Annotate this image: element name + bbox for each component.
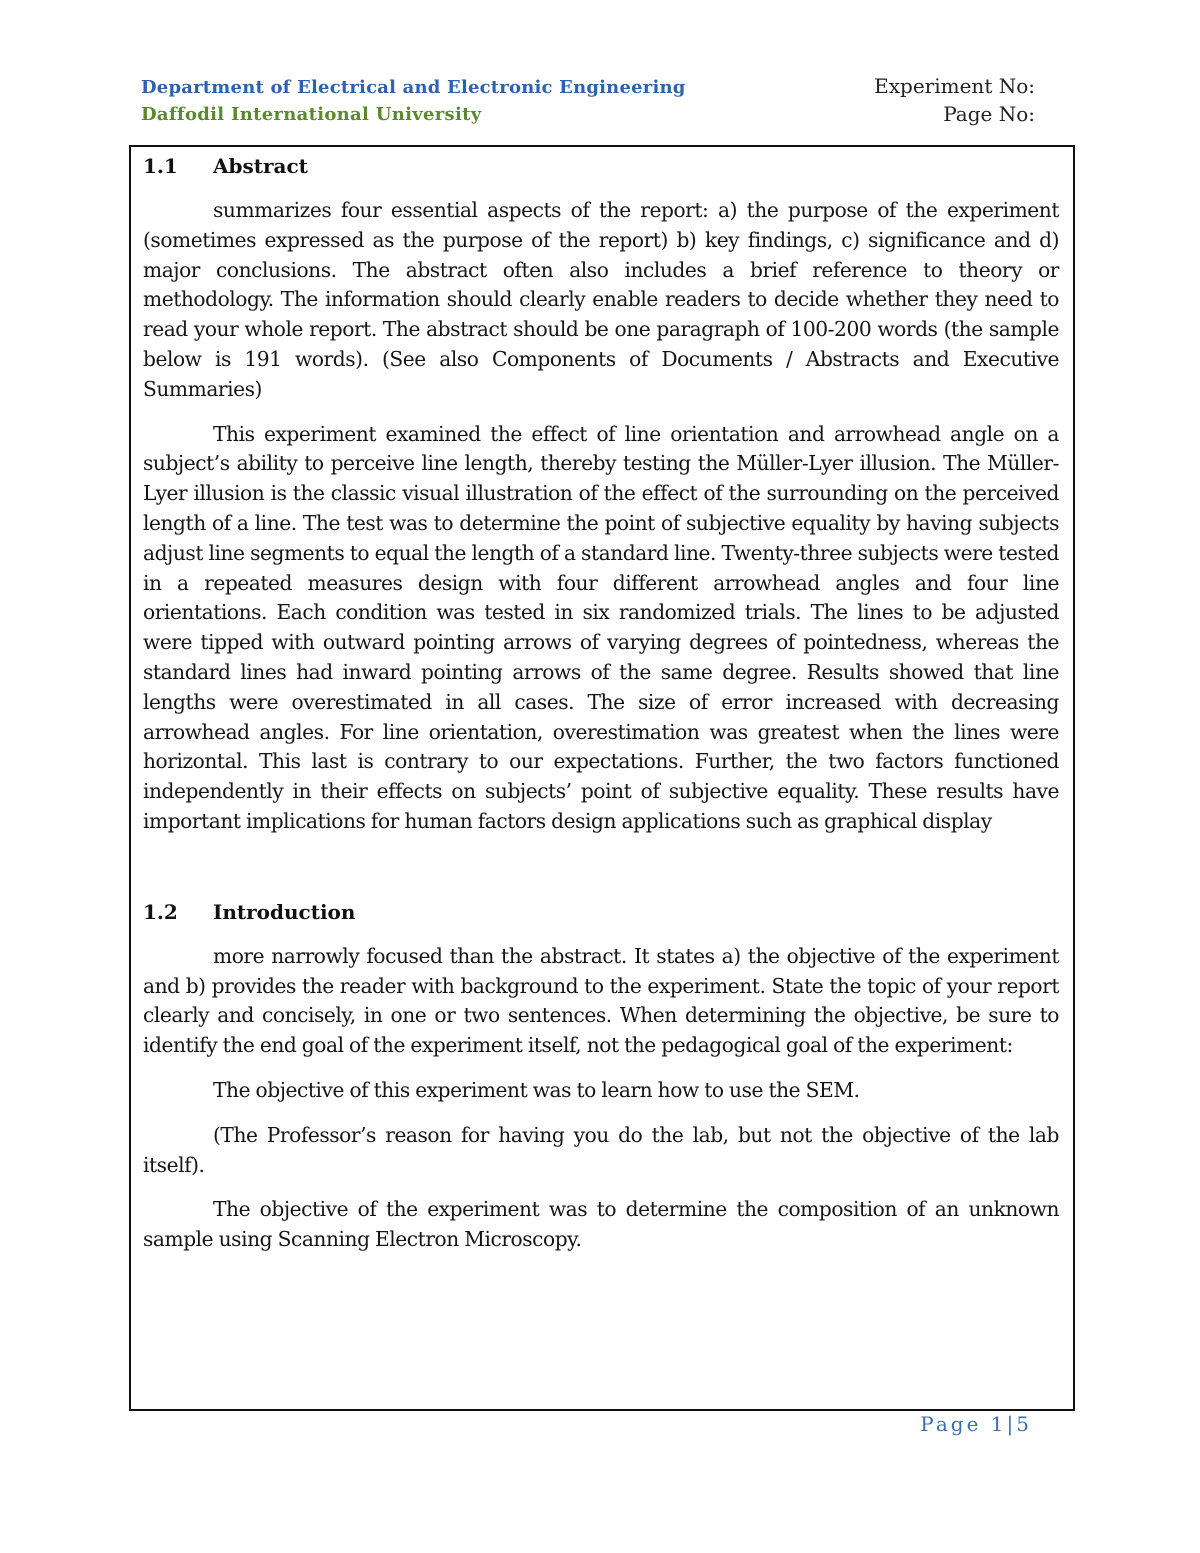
abstract-sample-paragraph: This experiment examined the effect of line orientation and arrowhead angle on a subject’s ability to perceive line length, thereby testing the Müller-Lyer illusion. The Müller-Lyer illusion is the classic visual illustration of the effect of the surrounding on the perceived length of a line. The test was to determine the point of subjective equality by having subjects adjust line segments to equal the length of a standard line. Twenty-three subjects were tested in a repeated measures design with four different arrowhead angles and four line orientations. Each condition was tested in six randomized trials. The lines to be adjusted were tipped with outward pointing arrows of varying degrees of pointedness, whereas the standard lines had inward pointing arrows of the same degree. Results showed that line lengths were overestimated in all cases. The size of error increased with decreasing arrowhead angles. For line orientation, overestimation was greatest when the lines were horizontal. This last is contrary to our expectations. Further, the two factors functioned independently in their effects on subjects’ point of subjective equality. These results have important implications for human factors design applications such as graphical display [143,421,1059,833]
section-number: 1.2 [143,899,178,924]
section-title: Introduction [213,899,356,924]
university-name: Daffodil International University [141,104,482,125]
introduction-paragraph: more narrowly focused than the abstract. It states a) the objective of the experiment and b) provides the reader with background to the experiment. State the topic of your report clearly and concisely, in one or two sentences. When determining the objective, be sure to identify the end goal of the experiment itself, not the pedagogical goal of the experiment: [143,943,1059,1058]
experiment-number-label: Experiment No: [874,74,1035,98]
section-heading-abstract [143,151,1059,181]
content-frame [129,145,1075,1411]
introduction-example-paragraph: The objective of this experiment was to learn how to use the SEM. [213,1077,860,1102]
document-body [143,151,1059,1255]
page-header-right [874,72,1035,128]
department-name: Department of Electrical and Electronic Engineering [141,77,686,98]
section-title: Abstract [213,154,308,178]
abstract-paragraph: summarizes four essential aspects of the report: a) the purpose of the experiment (sometimes expressed as the purpose of the report) b) key findings, c) significance and d) major conclusions. The abstract often also includes a brief reference to theory or methodology. The information should clearly enable readers to decide whether they need to read your whole report. The abstract should be one paragraph of 100-200 words (the sample below is 191 words). (See also Components of Documents / Abstracts and Executive Summaries) [143,198,1059,401]
section-heading-introduction [143,897,1059,927]
page-number-label: Page No: [943,102,1035,126]
page-separator: | [1006,1412,1017,1436]
total-pages: 5 [1016,1412,1032,1436]
page-footer [920,1412,1032,1436]
introduction-note-paragraph: (The Professor’s reason for having you do the lab, but not the objective of the lab itself). [143,1122,1059,1177]
section-number: 1.1 [143,154,178,178]
current-page: 1 [990,1412,1007,1436]
page-header-left [141,74,686,128]
page-word: Page [920,1412,982,1436]
introduction-objective-paragraph: The objective of the experiment was to determine the composition of an unknown sample using Scanning Electron Microscopy. [143,1197,1059,1252]
